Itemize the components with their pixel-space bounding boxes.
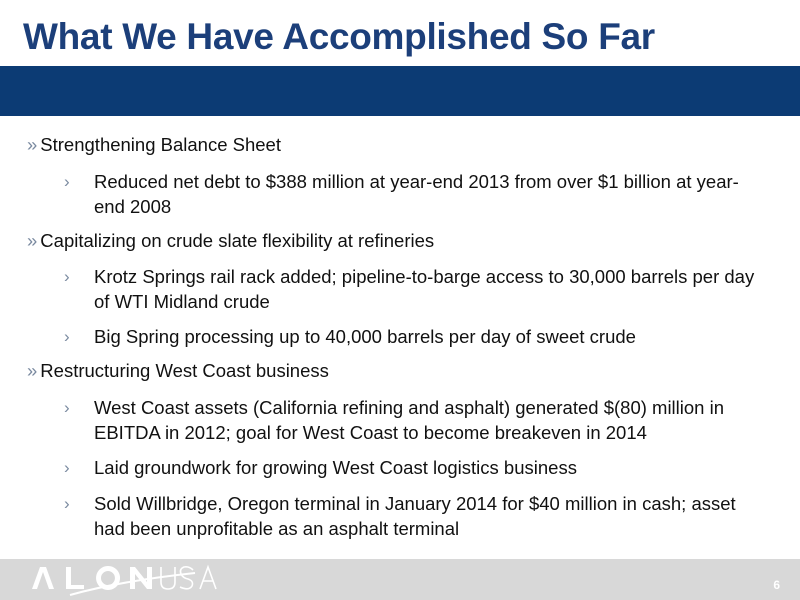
bullet-crude-slate xyxy=(27,230,434,252)
sub-bullet-text: Laid groundwork for growing West Coast logistics business xyxy=(94,457,577,478)
sub-bullet-net-debt xyxy=(64,169,764,219)
sub-bullet-marker: › xyxy=(64,327,70,346)
sub-bullet-text: Krotz Springs rail rack added; pipeline-to-barge access to 30,000 barrels per day of WTI Midland crude xyxy=(94,266,755,312)
sub-bullet-krotz-springs xyxy=(64,264,764,314)
bullet-text: Restructuring West Coast business xyxy=(40,360,329,381)
bullet-marker: » xyxy=(27,230,38,251)
sub-bullet-text: Reduced net debt to $388 million at year-end 2013 from over $1 billion at year-end 2008 xyxy=(94,171,739,217)
bullet-text: Strengthening Balance Sheet xyxy=(40,134,281,155)
page-number: 6 xyxy=(773,578,780,592)
bullet-marker: » xyxy=(27,134,38,155)
sub-bullet-west-coast-ebitda xyxy=(64,395,764,445)
bullet-marker: » xyxy=(27,360,38,381)
sub-bullet-marker: › xyxy=(64,398,70,417)
alon-usa-logo xyxy=(30,563,230,597)
sub-bullet-text: West Coast assets (California refining and asphalt) generated $(80) million in EBITDA in 2012; goal for West Coast to become breakeven in 2014 xyxy=(94,397,725,443)
sub-bullet-willbridge xyxy=(64,491,764,541)
bullet-balance-sheet xyxy=(27,134,281,156)
sub-bullet-text: Sold Willbridge, Oregon terminal in January 2014 for $40 million in cash; asset had been unprofitable as an asphalt terminal xyxy=(94,493,736,539)
sub-bullet-logistics xyxy=(64,455,764,480)
slide-title: What We Have Accomplished So Far xyxy=(23,16,655,57)
sub-bullet-text: Big Spring processing up to 40,000 barrels per day of sweet crude xyxy=(94,326,636,347)
sub-bullet-marker: › xyxy=(64,267,70,286)
footer-bar xyxy=(0,559,800,600)
sub-bullet-marker: › xyxy=(64,172,70,191)
bullet-west-coast xyxy=(27,360,329,382)
sub-bullet-marker: › xyxy=(64,458,70,477)
bullet-text: Capitalizing on crude slate flexibility at refineries xyxy=(40,230,435,251)
title-bar xyxy=(0,66,800,116)
sub-bullet-marker: › xyxy=(64,494,70,513)
sub-bullet-big-spring xyxy=(64,324,764,349)
